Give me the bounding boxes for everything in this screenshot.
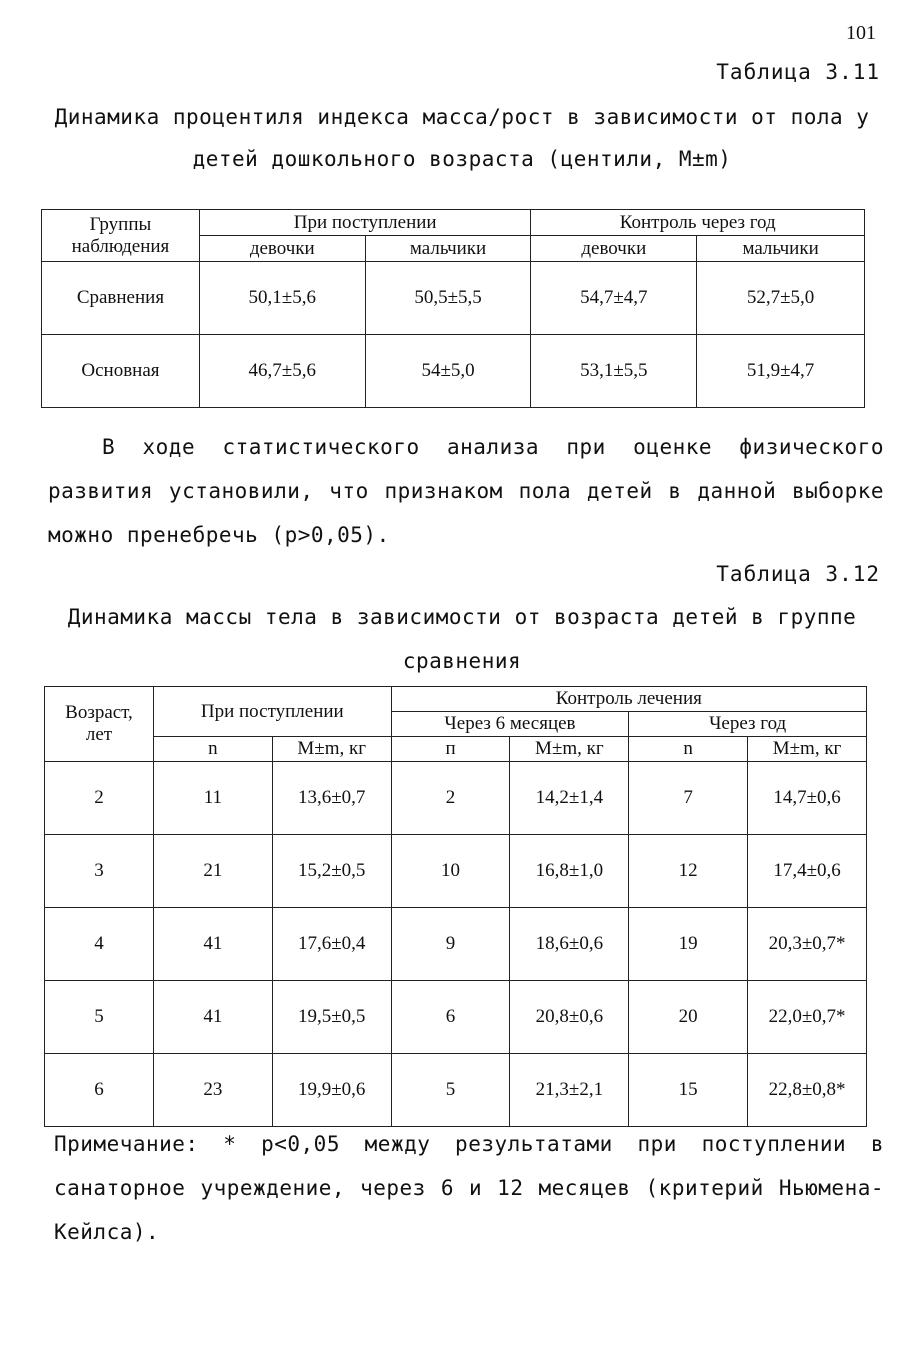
table-cell: 18,6±0,6 (510, 908, 629, 981)
table-cell: 17,6±0,4 (272, 908, 391, 981)
table-row (45, 835, 867, 908)
table-cell: 20,8±0,6 (510, 981, 629, 1054)
row-label: 3 (45, 835, 154, 908)
table-cell: 16,8±1,0 (510, 835, 629, 908)
table-cell: 13,6±0,7 (272, 762, 391, 835)
table-cell: 51,9±4,7 (697, 335, 865, 408)
table-cell: 17,4±0,6 (748, 835, 867, 908)
header-admission: При поступлении (153, 687, 391, 737)
table-cell: 41 (153, 908, 272, 981)
table-note (54, 1122, 884, 1254)
row-label: 2 (45, 762, 154, 835)
header-mean: M±m, кг (272, 737, 391, 762)
table-cell: 22,8±0,8* (748, 1054, 867, 1127)
header-admission: При поступлении (199, 210, 531, 236)
table-row (42, 335, 865, 408)
row-label: 4 (45, 908, 154, 981)
table-cell: 52,7±5,0 (697, 262, 865, 335)
table-cell: 2 (391, 762, 510, 835)
table-title-3-12-line2: сравнения (402, 649, 522, 673)
header-after-6-months: Через 6 месяцев (391, 712, 629, 737)
table-row (45, 762, 867, 835)
table-title-3-11-line2: детей дошкольного возраста (центили, M±m) (192, 147, 732, 171)
table-cell: 54,7±4,7 (531, 262, 697, 335)
header-n: n (629, 737, 748, 762)
table-3-12 (44, 686, 867, 1127)
header-boys: мальчики (697, 236, 865, 262)
table-cell: 20 (629, 981, 748, 1054)
table-cell: 41 (153, 981, 272, 1054)
table-cell: 19,9±0,6 (272, 1054, 391, 1127)
header-boys: мальчики (365, 236, 531, 262)
table-label-3-12: Таблица 3.12 (716, 562, 880, 586)
table-cell: 19,5±0,5 (272, 981, 391, 1054)
table-row (45, 908, 867, 981)
table-cell: 21 (153, 835, 272, 908)
page-number: 101 (846, 22, 876, 44)
row-label: 5 (45, 981, 154, 1054)
header-group: Группы наблюдения (42, 210, 200, 262)
table-cell: 10 (391, 835, 510, 908)
table-cell: 20,3±0,7* (748, 908, 867, 981)
table-cell: 53,1±5,5 (531, 335, 697, 408)
row-label: 6 (45, 1054, 154, 1127)
note-line: Примечание: * p<0,05 между результатами при поступлении в (54, 1132, 884, 1156)
row-label: Сравнения (42, 262, 200, 335)
header-age: Возраст, лет (45, 687, 154, 762)
table-cell: 21,3±2,1 (510, 1054, 629, 1127)
table-cell: 12 (629, 835, 748, 908)
table-title-3-11-line1: Динамика процентиля индекса масса/рост в зависимости от пола у (54, 105, 870, 129)
header-girls: девочки (531, 236, 697, 262)
header-mean: M±m, кг (510, 737, 629, 762)
table-cell: 19 (629, 908, 748, 981)
header-mean: M±m, кг (748, 737, 867, 762)
table-cell: 15 (629, 1054, 748, 1127)
table-cell: 9 (391, 908, 510, 981)
table-cell: 7 (629, 762, 748, 835)
table-cell: 54±5,0 (365, 335, 531, 408)
row-label: Основная (42, 335, 200, 408)
table-cell: 6 (391, 981, 510, 1054)
header-control-year: Контроль через год (531, 210, 865, 236)
table-cell: 14,2±1,4 (510, 762, 629, 835)
table-row (42, 262, 865, 335)
paragraph-line: В ходе статистического анализа при оценке физического (102, 435, 884, 459)
paragraph-line: можно пренебречь (p>0,05). (48, 523, 390, 547)
table-cell: 14,7±0,6 (748, 762, 867, 835)
table-cell: 15,2±0,5 (272, 835, 391, 908)
table-row (45, 1054, 867, 1127)
header-n: п (391, 737, 510, 762)
table-cell: 5 (391, 1054, 510, 1127)
header-girls: девочки (199, 236, 365, 262)
table-cell: 23 (153, 1054, 272, 1127)
body-paragraph (48, 425, 884, 557)
header-control: Контроль лечения (391, 687, 866, 712)
table-3-11 (41, 209, 865, 408)
paragraph-line: развития установили, что признаком пола детей в данной выборке (48, 479, 884, 503)
table-cell: 50,1±5,6 (199, 262, 365, 335)
table-cell: 11 (153, 762, 272, 835)
note-line: Кейлса). (54, 1220, 160, 1244)
header-n: n (153, 737, 272, 762)
table-cell: 50,5±5,5 (365, 262, 531, 335)
table-cell: 22,0±0,7* (748, 981, 867, 1054)
header-after-year: Через год (629, 712, 867, 737)
note-line: санаторное учреждение, через 6 и 12 месяцев (критерий Ньюмена- (54, 1176, 884, 1200)
table-title-3-12-line1: Динамика массы тела в зависимости от возраста детей в группе (67, 605, 857, 629)
table-row (45, 981, 867, 1054)
table-cell: 46,7±5,6 (199, 335, 365, 408)
table-label-3-11: Таблица 3.11 (716, 60, 880, 84)
